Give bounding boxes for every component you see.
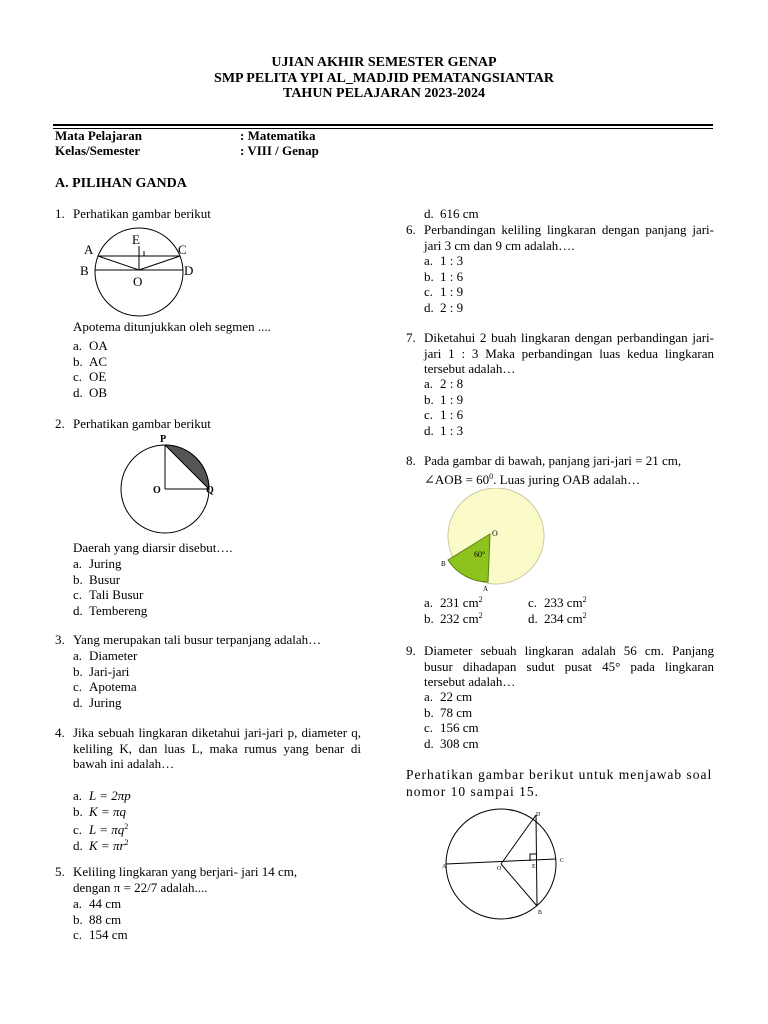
option-a[interactable]: a. 22 cm (424, 689, 473, 704)
option-c[interactable]: c. $L = \pi q^2$ (73, 822, 129, 837)
label-C: C (178, 242, 187, 257)
angle-label: 60° (474, 550, 486, 559)
label-D: D (536, 812, 541, 818)
label-P: P (160, 434, 167, 445)
instruction-text: Perhatikan gambar berikut untuk menjawab soal nomor 10 sampai 15. (406, 767, 713, 799)
option-c[interactable]: c. 1 : 9 (424, 284, 464, 299)
option-d[interactable]: d. 234 $cm^2$ (528, 610, 587, 626)
question-text: Jika sebuah lingkaran diketahui jari-jari p, diameter q, keliling K, dan luas L, maka rumus yang benar di bawah ini adalah… (73, 725, 361, 771)
option-a[interactable]: a. 1 : 3 (424, 253, 464, 268)
question-4-options (73, 788, 131, 853)
question-text: Perhatikan gambar berikut (73, 206, 211, 221)
circle-figure-q1 (76, 226, 206, 318)
academic-year: TAHUN PELAJARAN 2023-2024 (283, 86, 485, 101)
question-number: 6. (406, 222, 416, 237)
class-value: : VIII / Genap (240, 143, 319, 158)
question-number: 3. (55, 632, 65, 647)
question-2-prompt: Daerah yang diarsir disebut…. (73, 540, 233, 555)
option-d[interactable]: d. Juring (73, 694, 122, 710)
question-number: 1. (55, 206, 65, 221)
question-5-text-line2: dengan π = 22/7 adalah.... (73, 880, 208, 895)
question-number: 4. (55, 725, 65, 740)
question-9-options (424, 689, 479, 751)
option-b[interactable]: b. 1 : 9 (424, 391, 464, 407)
label-A: A (483, 585, 489, 593)
subject-label: Mata Pelajaran (55, 128, 143, 143)
question-number: 5. (55, 864, 65, 879)
question-5-options-continued (424, 206, 479, 222)
option-b[interactable]: b. 78 cm (424, 704, 473, 720)
option-c[interactable]: c. 156 cm (424, 720, 479, 735)
exam-header (0, 55, 768, 102)
option-a[interactable]: a. L = 2πp (73, 788, 131, 803)
option-c[interactable]: c. Apotema (73, 679, 137, 694)
option-b[interactable]: b. 232 $cm^2$ (424, 610, 483, 626)
question-text-line1: Pada gambar di bawah, panjang jari-jari = 21 cm, (424, 453, 682, 468)
option-c[interactable]: c. 1 : 6 (424, 407, 464, 422)
option-b[interactable]: b. 88 cm (73, 911, 122, 927)
option-b[interactable]: b. Jari-jari (73, 663, 130, 679)
section-title: A. PILIHAN GANDA (55, 176, 187, 191)
label-O: O (153, 485, 161, 496)
label-A: A (442, 864, 447, 870)
circle-figure-q2 (118, 432, 228, 537)
option-a[interactable]: a. 231 $cm^2$ (424, 595, 483, 610)
header-divider-thin (53, 128, 713, 129)
question-5-options (73, 896, 128, 943)
question-text: Diketahui 2 buah lingkaran dengan perbandingan jari-jari 1 : 3 Maka perbandingan luas kedua lingkaran tersebut adalah… (424, 330, 714, 376)
option-d[interactable]: d. $K = \pi r^2$ (73, 837, 129, 853)
question-6-options (424, 253, 463, 315)
option-d[interactable]: d. OB (73, 384, 108, 400)
label-O: O (492, 529, 498, 538)
label-B: B (538, 910, 543, 916)
question-2-options (73, 556, 147, 618)
option-c[interactable]: c. OE (73, 369, 107, 384)
label-B: B (441, 560, 446, 568)
option-b[interactable]: b. Busur (73, 571, 121, 587)
option-d[interactable]: d. 2 : 9 (424, 299, 464, 315)
label-C: C (560, 858, 565, 864)
option-c[interactable]: c. 154 cm (73, 927, 128, 942)
option-c[interactable]: c. Tali Busur (73, 587, 144, 602)
question-number: 2. (55, 416, 65, 431)
option-a[interactable]: a. 2 : 8 (424, 376, 464, 391)
question-number: 7. (406, 330, 416, 345)
label-D: D (184, 263, 194, 278)
label-O: O (497, 866, 502, 872)
label-A: A (84, 242, 94, 257)
option-d[interactable]: d. 1 : 3 (424, 422, 464, 438)
option-d[interactable]: d. 308 cm (424, 735, 479, 751)
label-E: E (132, 232, 140, 247)
question-text: Yang merupakan tali busur terpanjang adalah… (73, 632, 322, 647)
question-text: Perhatikan gambar berikut (73, 416, 211, 431)
subject-value: : Matematika (240, 128, 316, 143)
question-number: 8. (406, 453, 416, 468)
school-name: SMP PELITA YPI AL_MADJID PEMATANGSIANTAR (214, 70, 554, 86)
option-a[interactable]: a. Juring (73, 556, 122, 571)
question-1-prompt: Apotema ditunjukkan oleh segmen .... (73, 319, 271, 334)
question-number: 9. (406, 643, 416, 658)
label-O: O (133, 274, 143, 289)
option-a[interactable]: a. 44 cm (73, 896, 122, 911)
label-Q: Q (206, 485, 214, 496)
question-text: Perbandingan keliling lingkaran dengan panjang jari-jari 3 cm dan 9 cm adalah…. (424, 222, 714, 253)
question-8-options (424, 592, 587, 626)
question-3-options (73, 648, 137, 710)
option-c[interactable]: c. 233 $cm^2$ (528, 595, 587, 610)
option-b[interactable]: b. AC (73, 353, 108, 369)
question-7-options (424, 376, 463, 438)
class-label: Kelas/Semester (55, 143, 141, 158)
question-8-text-line2: ∠AOB = $60^0$. Luas juring OAB adalah… (424, 472, 641, 487)
pie-sector-figure-q8 (434, 488, 558, 594)
option-b[interactable]: b. K = πq (73, 803, 126, 819)
option-d[interactable]: d. 616 cm (424, 206, 479, 221)
option-a[interactable]: a. Diameter (73, 648, 138, 663)
header-divider-thick (53, 124, 713, 126)
question-text: Diameter sebuah lingkaran adalah 56 cm. Panjang busur dihadapan sudut pusat 45° pada lingkaran tersebut adalah… (424, 643, 714, 689)
option-b[interactable]: b. 1 : 6 (424, 268, 464, 284)
question-text-line1: Keliling lingkaran yang berjari- jari 14 cm, (73, 864, 298, 879)
label-B: B (80, 263, 89, 278)
option-a[interactable]: a. OA (73, 338, 108, 353)
label-E: E (532, 864, 536, 870)
exam-title: UJIAN AKHIR SEMESTER GENAP (271, 55, 497, 70)
question-1-options (73, 338, 108, 400)
circle-figure-q10-15 (440, 808, 575, 920)
option-d[interactable]: d. Tembereng (73, 602, 148, 618)
